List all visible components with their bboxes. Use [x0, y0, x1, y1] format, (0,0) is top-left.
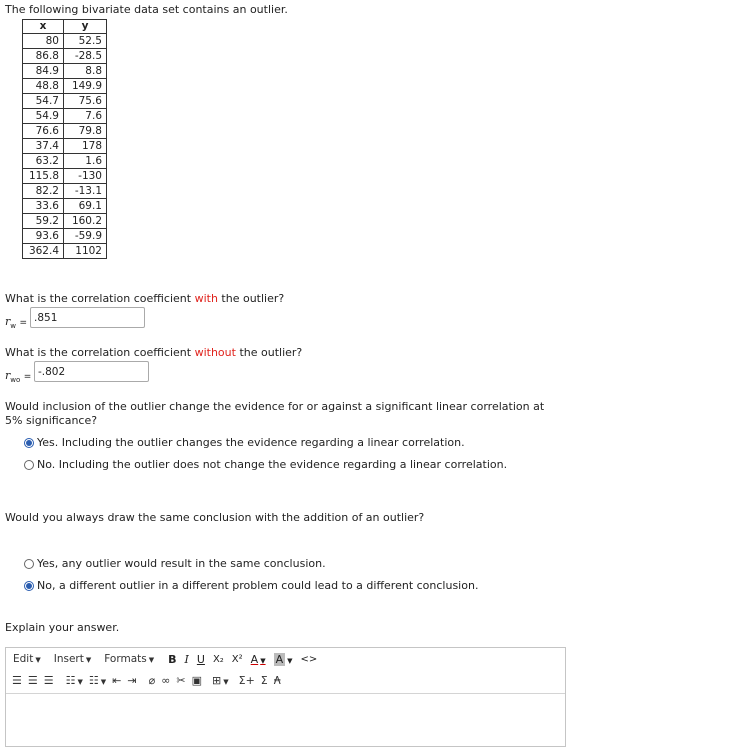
caret-down-icon: ▼ [85, 656, 92, 664]
font-color-label: A [250, 652, 259, 666]
equation-editor-button[interactable]: Σ+ [238, 673, 255, 687]
attachment-icon[interactable]: ⌀ [148, 673, 156, 687]
rich-text-editor[interactable] [5, 647, 566, 747]
cell-y: 149.9 [64, 79, 107, 94]
table-row [23, 124, 107, 139]
table-row [23, 199, 107, 214]
cell-x: 33.6 [23, 199, 64, 214]
question-without-outlier [5, 346, 302, 359]
r-with-label [5, 315, 27, 330]
cell-x: 115.8 [23, 169, 64, 184]
cell-x: 86.8 [23, 49, 64, 64]
r-symbol: r [5, 315, 11, 328]
cell-x: 63.2 [23, 154, 64, 169]
cell-x: 37.4 [23, 139, 64, 154]
q4-option-no[interactable] [24, 579, 478, 592]
cell-x: 76.6 [23, 124, 64, 139]
table-row [23, 229, 107, 244]
q2-text-pre: What is the correlation coefficient [5, 346, 195, 359]
radio-selected-icon[interactable] [24, 581, 34, 591]
bold-button[interactable]: B [168, 652, 177, 666]
cell-y: -130 [64, 169, 107, 184]
question-significance: Would inclusion of the outlier change the evidence for or against a significant linear correlation at 5% significance? [5, 400, 545, 427]
q4-option-yes-label: Yes, any outlier would result in the same conclusion. [37, 557, 326, 570]
numbered-list-icon[interactable]: ☷ ▼ [88, 673, 107, 687]
cell-x: 80 [23, 34, 64, 49]
editor-menubar [6, 648, 565, 670]
cell-x: 48.8 [23, 79, 64, 94]
cell-x: 82.2 [23, 184, 64, 199]
cell-y: -28.5 [64, 49, 107, 64]
question-with-outlier [5, 292, 284, 305]
font-color-button[interactable] [251, 653, 266, 666]
r-subscript: w [10, 322, 16, 331]
table-row [23, 109, 107, 124]
align-left-icon[interactable]: ☰ [12, 673, 22, 687]
unlink-icon[interactable]: ✂ [176, 673, 186, 687]
edit-menu[interactable] [13, 653, 41, 665]
cell-y: -13.1 [64, 184, 107, 199]
cell-y: 8.8 [64, 64, 107, 79]
intro-text: The following bivariate data set contains an outlier. [5, 3, 288, 16]
indent-icon[interactable]: ⇥ [127, 673, 137, 687]
edit-menu-label: Edit [13, 653, 34, 665]
q1-emphasis: with [194, 292, 218, 305]
cell-y: 69.1 [64, 199, 107, 214]
table-row [23, 214, 107, 229]
table-row [23, 79, 107, 94]
cell-x: 362.4 [23, 244, 64, 259]
formats-menu[interactable] [104, 653, 154, 665]
r-without-input[interactable]: -.802 [34, 361, 149, 382]
table-header-row [23, 20, 107, 34]
radio-unselected-icon[interactable] [24, 559, 34, 569]
question-explain: Explain your answer. [5, 621, 120, 634]
subscript-button[interactable]: X₂ [212, 653, 224, 665]
q3-option-no-label: No. Including the outlier does not change the evidence regarding a linear correlation. [37, 458, 508, 471]
insert-menu-label: Insert [53, 653, 84, 665]
data-table [22, 19, 107, 259]
cell-x: 93.6 [23, 229, 64, 244]
bg-color-label: A [275, 652, 284, 666]
cell-y: 75.6 [64, 94, 107, 109]
editor-toolbar [6, 670, 565, 690]
outdent-icon[interactable]: ⇤ [112, 673, 122, 687]
equals-sign: = [23, 372, 32, 382]
toolbar-divider [6, 693, 565, 694]
header-y: y [64, 20, 107, 34]
align-center-icon[interactable]: ☰ [27, 673, 38, 687]
underline-button[interactable]: U [196, 652, 205, 666]
superscript-button[interactable]: X² [231, 653, 243, 665]
cell-y: 79.8 [64, 124, 107, 139]
formats-menu-label: Formats [104, 653, 147, 665]
radio-selected-icon[interactable] [24, 438, 34, 448]
q3-option-yes-label: Yes. Including the outlier changes the evidence regarding a linear correlation. [37, 436, 465, 449]
table-row [23, 169, 107, 184]
table-row [23, 139, 107, 154]
table-row [23, 64, 107, 79]
link-icon[interactable]: ∞ [161, 673, 171, 687]
q3-option-no[interactable] [24, 458, 507, 471]
cell-x: 59.2 [23, 214, 64, 229]
question-same-conclusion: Would you always draw the same conclusion with the addition of an outlier? [5, 511, 425, 524]
cell-y: 178 [64, 139, 107, 154]
cell-x: 54.7 [23, 94, 64, 109]
cell-y: 52.5 [64, 34, 107, 49]
cell-y: 1.6 [64, 154, 107, 169]
q4-option-yes[interactable] [24, 557, 326, 570]
header-x: x [23, 20, 64, 34]
table-row [23, 49, 107, 64]
cell-y: 1102 [64, 244, 107, 259]
radio-unselected-icon[interactable] [24, 460, 34, 470]
q2-text-post: the outlier? [235, 346, 303, 359]
table-icon[interactable]: ⊞ ▼ [212, 673, 229, 687]
caret-down-icon: ▼ [148, 656, 155, 664]
background-color-button[interactable] [274, 653, 293, 666]
italic-button[interactable]: I [184, 652, 189, 666]
cell-y: -59.9 [64, 229, 107, 244]
cell-x: 54.9 [23, 109, 64, 124]
cell-y: 160.2 [64, 214, 107, 229]
q3-option-yes[interactable] [24, 436, 465, 449]
spellcheck-icon[interactable]: ₳ [273, 673, 281, 687]
r-without-label [5, 369, 31, 384]
r-with-input[interactable]: .851 [30, 307, 145, 328]
sum-button[interactable]: Σ [260, 673, 268, 687]
caret-down-icon: ▼ [287, 656, 293, 665]
image-icon[interactable]: ▣ [191, 673, 203, 687]
caret-down-icon: ▼ [260, 656, 266, 665]
q1-text-post: the outlier? [217, 292, 285, 305]
r-symbol: r [5, 369, 11, 382]
align-right-icon[interactable]: ☰ [43, 673, 54, 687]
code-button[interactable]: <> [300, 653, 318, 665]
table-row [23, 94, 107, 109]
table-row [23, 154, 107, 169]
cell-y: 7.6 [64, 109, 107, 124]
cell-x: 84.9 [23, 64, 64, 79]
table-row [23, 244, 107, 259]
q1-text-pre: What is the correlation coefficient [5, 292, 195, 305]
table-row [23, 34, 107, 49]
equals-sign: = [19, 318, 28, 328]
caret-down-icon: ▼ [35, 656, 41, 664]
r-subscript: wo [10, 376, 21, 385]
insert-menu[interactable] [54, 653, 92, 665]
q4-option-no-label: No, a different outlier in a different problem could lead to a different conclusion. [37, 579, 479, 592]
table-row [23, 184, 107, 199]
bullet-list-icon[interactable]: ☷ ▼ [65, 673, 83, 687]
q2-emphasis: without [194, 346, 236, 359]
